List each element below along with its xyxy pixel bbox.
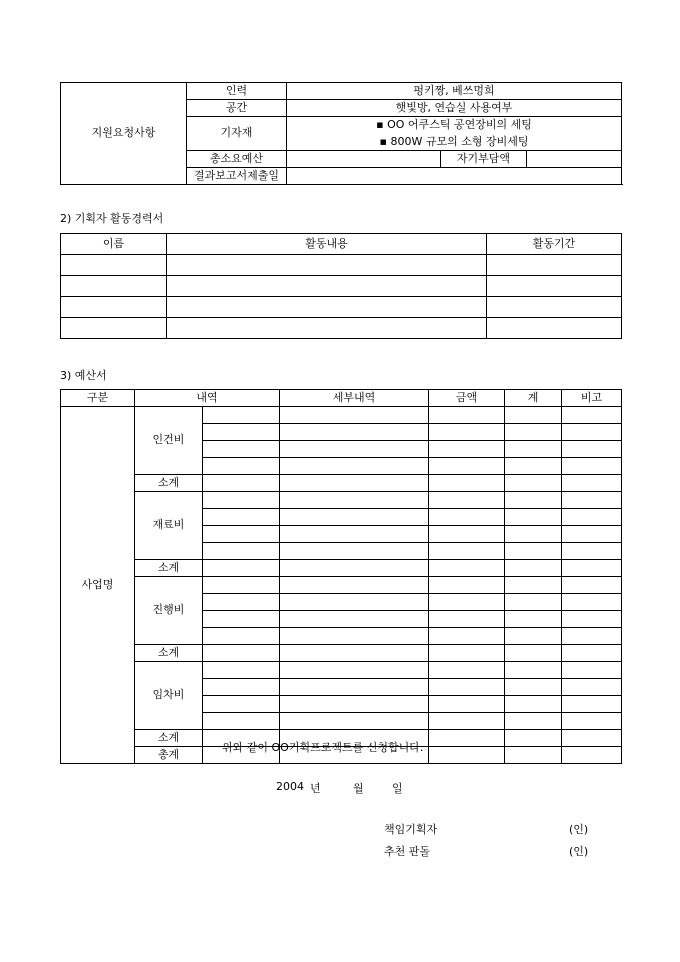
- budget-amount-cell[interactable]: [429, 492, 505, 509]
- career-row: [61, 318, 622, 339]
- budget-sum-cell[interactable]: [505, 577, 562, 594]
- budget-item-cell[interactable]: [203, 662, 280, 679]
- budget-total-label: 총계: [135, 747, 203, 764]
- equipment-line-1: ▪ OO 어쿠스틱 공연장비의 세팅: [376, 117, 532, 131]
- career-period-cell[interactable]: [487, 297, 622, 318]
- career-name-cell[interactable]: [61, 297, 167, 318]
- budget-header-detail: 세부내역: [280, 390, 429, 407]
- budget-sum-cell[interactable]: [505, 730, 562, 747]
- support-request-table: [60, 82, 622, 185]
- career-period-cell[interactable]: [487, 276, 622, 297]
- budget-sum-cell[interactable]: [505, 458, 562, 475]
- budget-sum-cell[interactable]: [505, 747, 562, 764]
- budget-amount-cell[interactable]: [429, 577, 505, 594]
- budget-note-cell[interactable]: [562, 628, 622, 645]
- budget-note-cell[interactable]: [562, 594, 622, 611]
- budget-item-cell[interactable]: [203, 611, 280, 628]
- total-budget-value[interactable]: [287, 151, 441, 168]
- budget-amount-cell[interactable]: [429, 424, 505, 441]
- signer2-label: 추천 판돌: [384, 845, 431, 858]
- budget-sum-cell[interactable]: [505, 509, 562, 526]
- budget-note-cell[interactable]: [562, 475, 622, 492]
- budget-sum-cell[interactable]: [505, 526, 562, 543]
- career-row: [61, 297, 622, 318]
- budget-note-cell[interactable]: [562, 492, 622, 509]
- career-period-cell[interactable]: [487, 318, 622, 339]
- date-month-unit: 월: [353, 782, 364, 795]
- budget-detail-cell[interactable]: [280, 594, 429, 611]
- budget-amount-cell[interactable]: [429, 441, 505, 458]
- budget-sum-cell[interactable]: [505, 662, 562, 679]
- budget-subtotal-row: [61, 475, 622, 492]
- date-year: 2004: [276, 780, 304, 793]
- support-section-label: 지원요청사항: [61, 83, 187, 185]
- budget-amount-cell[interactable]: [429, 458, 505, 475]
- budget-heading: 3) 예산서: [60, 369, 107, 382]
- budget-detail-cell[interactable]: [280, 628, 429, 645]
- budget-sum-cell[interactable]: [505, 407, 562, 424]
- budget-detail-cell[interactable]: [280, 611, 429, 628]
- budget-amount-cell[interactable]: [429, 645, 505, 662]
- budget-note-cell[interactable]: [562, 645, 622, 662]
- total-budget-label: 총소요예산: [187, 151, 287, 168]
- budget-sum-cell[interactable]: [505, 543, 562, 560]
- budget-sum-cell[interactable]: [505, 492, 562, 509]
- budget-sum-cell[interactable]: [505, 475, 562, 492]
- budget-detail-cell[interactable]: [280, 577, 429, 594]
- budget-note-cell[interactable]: [562, 662, 622, 679]
- budget-amount-cell[interactable]: [429, 628, 505, 645]
- budget-note-cell[interactable]: [562, 730, 622, 747]
- budget-sum-cell[interactable]: [505, 611, 562, 628]
- budget-note-cell[interactable]: [562, 713, 622, 730]
- budget-item-cell[interactable]: [203, 458, 280, 475]
- budget-header-amount: 금액: [429, 390, 505, 407]
- budget-detail-cell[interactable]: [280, 475, 429, 492]
- budget-subtotal-row: [61, 645, 622, 662]
- budget-note-cell[interactable]: [562, 696, 622, 713]
- budget-header-sum: 계: [505, 390, 562, 407]
- budget-item-cell[interactable]: [203, 645, 280, 662]
- report-date-label: 결과보고서제출일: [187, 168, 287, 185]
- budget-amount-cell[interactable]: [429, 526, 505, 543]
- budget-note-cell[interactable]: [562, 560, 622, 577]
- budget-amount-cell[interactable]: [429, 543, 505, 560]
- budget-subtotal-label: 소계: [135, 560, 203, 577]
- budget-amount-cell[interactable]: [429, 679, 505, 696]
- manpower-value[interactable]: 펑키짱, 베쓰멍희: [287, 83, 622, 100]
- budget-sum-cell[interactable]: [505, 424, 562, 441]
- self-pay-value[interactable]: [527, 151, 622, 168]
- budget-note-cell[interactable]: [562, 611, 622, 628]
- budget-detail-cell[interactable]: [280, 441, 429, 458]
- budget-item-cell[interactable]: [203, 713, 280, 730]
- budget-detail-cell[interactable]: [280, 645, 429, 662]
- report-date-value[interactable]: [287, 168, 622, 185]
- budget-note-cell[interactable]: [562, 509, 622, 526]
- budget-detail-cell[interactable]: [280, 679, 429, 696]
- self-pay-label: 자기부담액: [441, 151, 527, 168]
- budget-row: [61, 577, 622, 594]
- equipment-label: 기자재: [187, 117, 287, 151]
- budget-sum-cell[interactable]: [505, 594, 562, 611]
- budget-detail-cell[interactable]: [280, 543, 429, 560]
- manpower-label: 인력: [187, 83, 287, 100]
- budget-amount-cell[interactable]: [429, 662, 505, 679]
- budget-amount-cell[interactable]: [429, 560, 505, 577]
- career-name-cell[interactable]: [61, 276, 167, 297]
- budget-amount-cell[interactable]: [429, 594, 505, 611]
- date-year-unit: 년: [310, 782, 321, 795]
- budget-note-cell[interactable]: [562, 526, 622, 543]
- equipment-line-2: ▪ 800W 규모의 소형 장비세팅: [379, 135, 529, 148]
- budget-amount-cell[interactable]: [429, 475, 505, 492]
- career-activity-cell[interactable]: [167, 318, 487, 339]
- budget-note-cell[interactable]: [562, 458, 622, 475]
- budget-sum-cell[interactable]: [505, 560, 562, 577]
- budget-item-cell[interactable]: [203, 594, 280, 611]
- budget-category-cell: 사업명: [61, 407, 135, 764]
- budget-item-cell[interactable]: [203, 696, 280, 713]
- budget-note-cell[interactable]: [562, 679, 622, 696]
- budget-group-label: 임차비: [135, 662, 203, 730]
- budget-detail-cell[interactable]: [280, 509, 429, 526]
- space-value[interactable]: 햇빛방, 연습실 사용여부: [287, 100, 622, 117]
- budget-item-cell[interactable]: [203, 577, 280, 594]
- budget-detail-cell[interactable]: [280, 662, 429, 679]
- budget-item-cell[interactable]: [203, 475, 280, 492]
- budget-note-cell[interactable]: [562, 577, 622, 594]
- budget-subtotal-label: 소계: [135, 645, 203, 662]
- career-name-cell[interactable]: [61, 318, 167, 339]
- career-row: [61, 276, 622, 297]
- career-period-cell[interactable]: [487, 255, 622, 276]
- budget-note-cell[interactable]: [562, 441, 622, 458]
- budget-detail-cell[interactable]: [280, 713, 429, 730]
- budget-note-cell[interactable]: [562, 424, 622, 441]
- budget-item-cell[interactable]: [203, 628, 280, 645]
- budget-detail-cell[interactable]: [280, 407, 429, 424]
- budget-item-cell[interactable]: [203, 543, 280, 560]
- budget-amount-cell[interactable]: [429, 407, 505, 424]
- budget-amount-cell[interactable]: [429, 747, 505, 764]
- budget-detail-cell[interactable]: [280, 696, 429, 713]
- budget-detail-cell[interactable]: [280, 526, 429, 543]
- budget-detail-cell[interactable]: [280, 424, 429, 441]
- budget-sum-cell[interactable]: [505, 696, 562, 713]
- budget-item-cell[interactable]: [203, 424, 280, 441]
- budget-sum-cell[interactable]: [505, 628, 562, 645]
- career-activity-cell[interactable]: [167, 255, 487, 276]
- budget-amount-cell[interactable]: [429, 713, 505, 730]
- budget-header-category: 구분: [61, 390, 135, 407]
- budget-amount-cell[interactable]: [429, 730, 505, 747]
- career-header-name: 이름: [61, 234, 167, 255]
- budget-note-cell[interactable]: [562, 407, 622, 424]
- budget-group-label: 인건비: [135, 407, 203, 475]
- signer1-label: 책임기획자: [384, 823, 438, 836]
- budget-amount-cell[interactable]: [429, 696, 505, 713]
- budget-item-cell[interactable]: [203, 560, 280, 577]
- budget-detail-cell[interactable]: [280, 492, 429, 509]
- budget-subtotal-row: [61, 560, 622, 577]
- career-name-cell[interactable]: [61, 255, 167, 276]
- signer1-seal: (인): [569, 823, 589, 836]
- budget-sum-cell[interactable]: [505, 679, 562, 696]
- budget-sum-cell[interactable]: [505, 645, 562, 662]
- equipment-value[interactable]: [287, 117, 622, 151]
- career-heading: 2) 기획자 활동경력서: [60, 212, 164, 225]
- budget-subtotal-label: 소계: [135, 475, 203, 492]
- budget-amount-cell[interactable]: [429, 611, 505, 628]
- budget-header-item: 내역: [135, 390, 280, 407]
- career-row: [61, 255, 622, 276]
- budget-item-cell[interactable]: [203, 407, 280, 424]
- date-day-unit: 일: [392, 782, 403, 795]
- signer2-seal: (인): [569, 845, 589, 858]
- budget-subtotal-label: 소계: [135, 730, 203, 747]
- budget-group-label: 진행비: [135, 577, 203, 645]
- budget-row: [61, 662, 622, 679]
- budget-item-cell[interactable]: [203, 509, 280, 526]
- budget-row: [61, 492, 622, 509]
- budget-group-label: 재료비: [135, 492, 203, 560]
- budget-detail-cell[interactable]: [280, 458, 429, 475]
- budget-item-cell[interactable]: [203, 526, 280, 543]
- career-activity-cell[interactable]: [167, 297, 487, 318]
- budget-item-cell[interactable]: [203, 441, 280, 458]
- space-label: 공간: [187, 100, 287, 117]
- budget-item-cell[interactable]: [203, 679, 280, 696]
- budget-detail-cell[interactable]: [280, 560, 429, 577]
- career-activity-cell[interactable]: [167, 276, 487, 297]
- budget-sum-cell[interactable]: [505, 441, 562, 458]
- budget-item-cell[interactable]: [203, 492, 280, 509]
- career-header-period: 활동기간: [487, 234, 622, 255]
- budget-note-cell[interactable]: [562, 747, 622, 764]
- application-statement: 위와 같이 OO기획프로젝트를 신청합니다.: [222, 741, 424, 754]
- budget-sum-cell[interactable]: [505, 713, 562, 730]
- career-header-activity: 활동내용: [167, 234, 487, 255]
- career-table: [60, 233, 622, 339]
- budget-amount-cell[interactable]: [429, 509, 505, 526]
- budget-header-note: 비고: [562, 390, 622, 407]
- budget-table: [60, 389, 622, 764]
- budget-note-cell[interactable]: [562, 543, 622, 560]
- budget-row: [61, 407, 622, 424]
